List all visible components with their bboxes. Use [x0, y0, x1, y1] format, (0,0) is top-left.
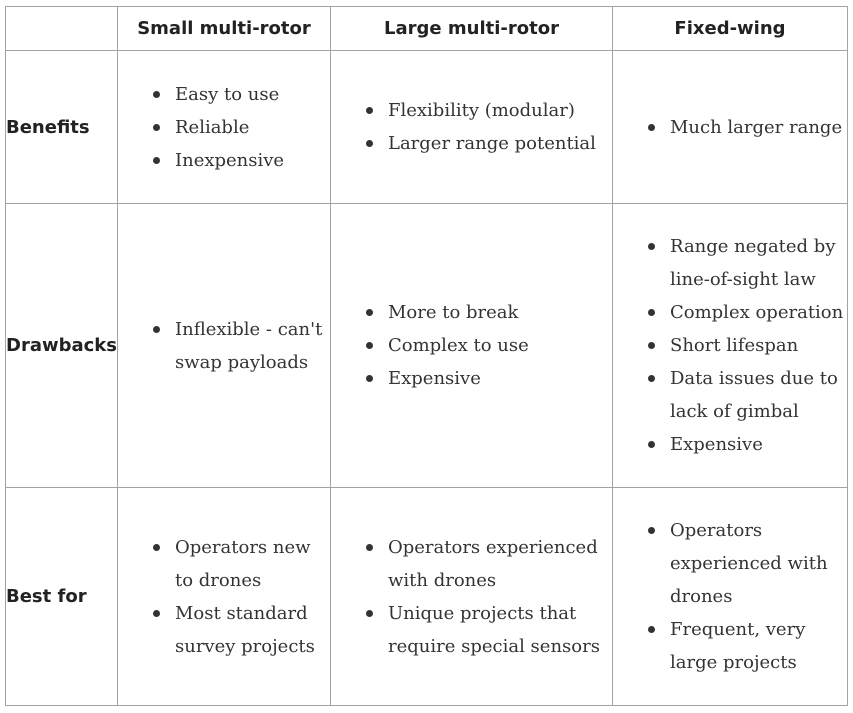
- list-item: Flexibility (modular): [388, 94, 612, 127]
- list-item: Inflexible - can't swap payloads: [175, 313, 330, 379]
- list-item: Reliable: [175, 111, 330, 144]
- list-item: Expensive: [388, 362, 612, 395]
- bullet-list: [118, 313, 330, 379]
- row-drawbacks: [6, 204, 848, 488]
- row-benefits: [6, 51, 848, 204]
- cell-benefits-fixed-wing: [612, 51, 847, 204]
- bullet-list: [118, 531, 330, 663]
- header-large-multi-rotor: Large multi-rotor: [330, 7, 612, 51]
- bullet-list: [331, 94, 612, 160]
- header-small-multi-rotor: Small multi-rotor: [117, 7, 330, 51]
- row-label-best-for: Best for: [6, 488, 118, 706]
- list-item: Range negated by line-of-sight law: [670, 230, 847, 296]
- row-label-drawbacks: Drawbacks: [6, 204, 118, 488]
- bullet-list: [613, 111, 847, 144]
- list-item: Operators experienced with drones: [670, 514, 847, 613]
- list-item: Frequent, very large projects: [670, 613, 847, 679]
- header-cell-empty: [6, 7, 118, 51]
- cell-benefits-large: [330, 51, 612, 204]
- list-item: Complex operation: [670, 296, 847, 329]
- list-item: Most standard survey projects: [175, 597, 330, 663]
- list-item: Operators experienced with drones: [388, 531, 612, 597]
- bullet-list: [118, 78, 330, 177]
- cell-best-for-large: [330, 488, 612, 706]
- cell-drawbacks-large: [330, 204, 612, 488]
- list-item: Much larger range: [670, 111, 847, 144]
- list-item: Operators new to drones: [175, 531, 330, 597]
- list-item: Easy to use: [175, 78, 330, 111]
- cell-drawbacks-small: [117, 204, 330, 488]
- row-best-for: [6, 488, 848, 706]
- bullet-list: [331, 531, 612, 663]
- comparison-table: [5, 6, 848, 706]
- comparison-table-wrapper: [5, 6, 848, 706]
- list-item: Unique projects that require special sensors: [388, 597, 612, 663]
- list-item: Short lifespan: [670, 329, 847, 362]
- list-item: Data issues due to lack of gimbal: [670, 362, 847, 428]
- cell-best-for-small: [117, 488, 330, 706]
- list-item: Larger range potential: [388, 127, 612, 160]
- row-label-benefits: Benefits: [6, 51, 118, 204]
- list-item: More to break: [388, 296, 612, 329]
- bullet-list: [331, 296, 612, 395]
- bullet-list: [613, 514, 847, 679]
- list-item: Expensive: [670, 428, 847, 461]
- header-row: [6, 7, 848, 51]
- bullet-list: [613, 230, 847, 461]
- list-item: Inexpensive: [175, 144, 330, 177]
- header-fixed-wing: Fixed-wing: [612, 7, 847, 51]
- list-item: Complex to use: [388, 329, 612, 362]
- cell-benefits-small: [117, 51, 330, 204]
- cell-best-for-fixed-wing: [612, 488, 847, 706]
- cell-drawbacks-fixed-wing: [612, 204, 847, 488]
